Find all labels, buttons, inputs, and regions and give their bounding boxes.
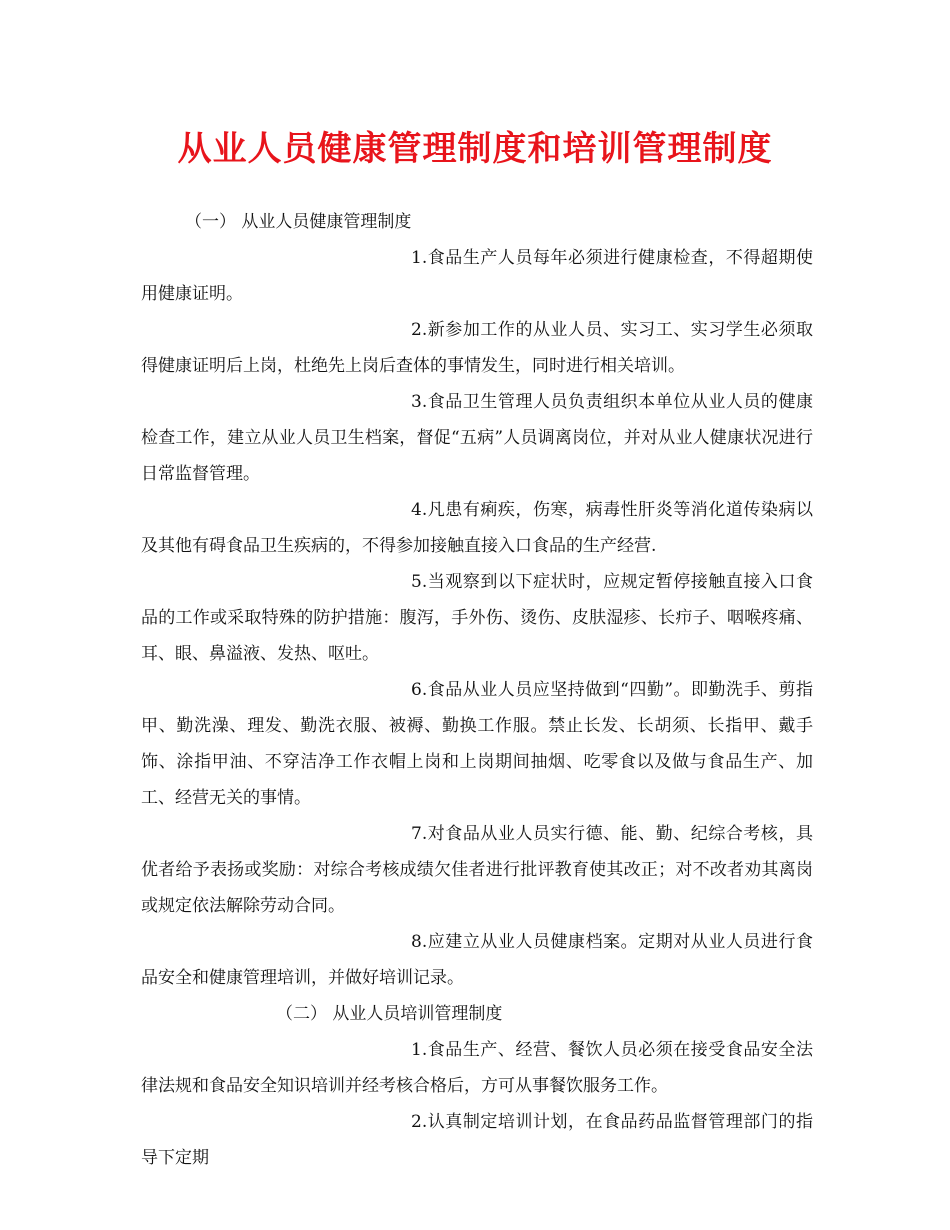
item-number: 6.	[411, 680, 428, 700]
document-title: 从业人员健康管理制度和培训管理制度	[177, 129, 773, 169]
list-item	[141, 1032, 813, 1104]
item-number: 2.	[411, 320, 428, 340]
list-item	[141, 564, 813, 672]
list-item	[141, 312, 813, 384]
list-item	[141, 492, 813, 564]
item-number: 1.	[411, 248, 428, 268]
item-number: 4.	[411, 500, 428, 520]
item-number: 2.	[411, 1112, 428, 1132]
item-number: 3.	[411, 392, 428, 412]
list-item	[141, 1104, 813, 1176]
item-text: 当观察到以下症状时，应规定暂停接触直接入口食品的工作或采取特殊的防护措施：腹泻，手外伤、烫伤、皮肤湿疹、长疖子、咽喉疼痛、耳、眼、鼻溢液、发热、呕吐。	[141, 572, 813, 664]
item-text: 食品生产、经营、餐饮人员必须在接受食品安全法律法规和食品安全知识培训并经考核合格后，方可从事餐饮服务工作。	[141, 1040, 813, 1096]
item-number: 7.	[411, 824, 428, 844]
section-heading-training: （二） 从业人员培训管理制度	[276, 1004, 503, 1024]
list-item	[141, 816, 813, 924]
item-text: 食品卫生管理人员负责组织本单位从业人员的健康检查工作，建立从业人员卫生档案，督促“五病”人员调离岗位，并对从业人健康状况进行日常监督管理。	[141, 392, 813, 484]
list-item	[141, 924, 813, 996]
list-item	[141, 384, 813, 492]
item-number: 1.	[411, 1040, 428, 1060]
list-item	[141, 672, 813, 816]
item-text: 食品生产人员每年必须进行健康检查，不得超期使用健康证明。	[141, 248, 813, 304]
document-body	[141, 204, 813, 1176]
item-text: 对食品从业人员实行德、能、勤、纪综合考核，具优者给予表扬或奖励：对综合考核成绩欠佳者进行批评教育使其改正；对不改者劝其离岗或规定依法解除劳动合同。	[141, 824, 813, 916]
list-item	[141, 240, 813, 312]
item-text: 认真制定培训计划，在食品药品监督管理部门的指导下定期	[141, 1112, 813, 1168]
item-text: 应建立从业人员健康档案。定期对从业人员进行食品安全和健康管理培训，并做好培训记录。	[141, 932, 813, 988]
section-heading-health: （一） 从业人员健康管理制度	[185, 212, 412, 232]
item-number: 8.	[411, 932, 428, 952]
item-text: 新参加工作的从业人员、实习工、实习学生必须取得健康证明后上岗，杜绝先上岗后查体的事情发生，同时进行相关培训。	[141, 320, 813, 376]
item-text: 凡患有痢疾，伤寒，病毒性肝炎等消化道传染病以及其他有碍食品卫生疾病的，不得参加接触直接入口食品的生产经营.	[141, 500, 813, 556]
item-text: 食品从业人员应坚持做到“四勤”。即勤洗手、剪指甲、勤洗澡、理发、勤洗衣服、被褥、勤换工作服。禁止长发、长胡须、长指甲、戴手饰、涂指甲油、不穿洁净工作衣帽上岗和上岗期间抽烟、吃零食以及做与食品生产、加工、经营无关的事情。	[141, 680, 813, 808]
item-number: 5.	[411, 572, 428, 592]
